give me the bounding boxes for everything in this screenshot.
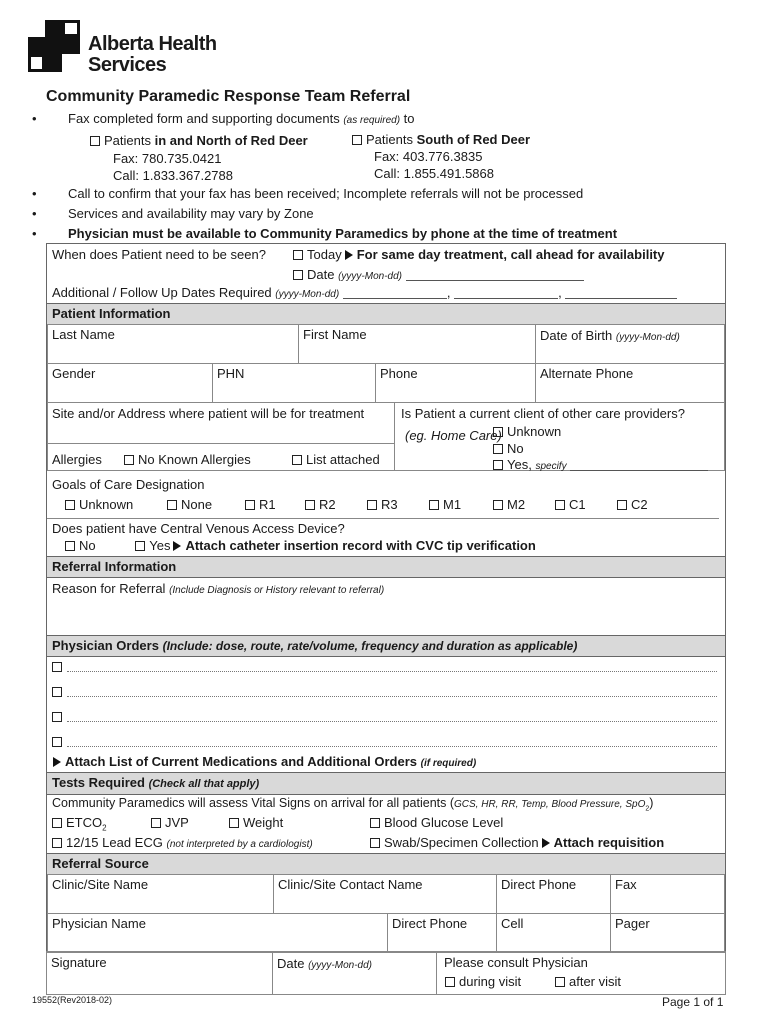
nka-checkbox[interactable] [124,455,134,465]
goals-checkbox-c2[interactable] [617,500,627,510]
bgl-checkbox[interactable] [370,818,380,828]
clinic-name-field[interactable]: Clinic/Site Name [47,874,274,914]
goals-label: Goals of Care Designation [52,477,205,492]
arrow-icon [53,757,61,767]
nka-option[interactable]: No Known Allergies [124,452,251,467]
swab-checkbox[interactable] [370,838,380,848]
page-number: Page 1 of 1 [662,995,724,1009]
during-visit-option[interactable]: during visit [445,974,521,989]
order-line-3[interactable] [67,721,717,722]
cvad-options: No Yes Attach catheter insertion record with CVC tip verification [65,538,536,553]
ahs-cross-logo-icon [28,20,80,72]
cvad-no-checkbox[interactable] [65,541,75,551]
direct-phone-field[interactable]: Direct Phone [496,874,611,914]
goals-checkbox-unknown[interactable] [65,500,75,510]
goals-checkbox-m2[interactable] [493,500,503,510]
form-code: 19552(Rev2018-02) [32,995,113,1005]
today-checkbox[interactable] [293,250,303,260]
goals-options [65,497,725,515]
order-checkbox-1[interactable] [52,659,66,674]
south-checkbox[interactable] [352,135,362,145]
phone-field[interactable]: Phone [375,363,536,403]
order-checkbox-3[interactable] [52,709,66,724]
last-name-field[interactable]: Last Name [47,324,299,364]
client-yes-option[interactable]: Yes, specify [493,457,708,472]
after-visit-option[interactable]: after visit [555,974,621,989]
physician-name-field[interactable]: Physician Name [47,913,388,953]
referral-info-header: Referral Information [47,556,725,578]
tests-header: Tests Required (Check all that apply) [47,772,725,795]
swab-option[interactable]: Swab/Specimen Collection Attach requisition [370,835,664,850]
ecg-option[interactable]: 12/15 Lead ECG (not interpreted by a cardiologist) [52,835,313,850]
fax-field[interactable]: Fax [610,874,725,914]
etco2-option[interactable]: $ETCO_2$ [52,815,107,833]
physician-orders-header: Physician Orders (Include: dose, route, rate/volume, frequency and duration as applicable) [47,635,725,657]
goals-option-r3[interactable]: R3 [367,497,398,512]
arrow-icon [345,250,353,260]
goals-checkbox-c1[interactable] [555,500,565,510]
list-attached-checkbox[interactable] [292,455,302,465]
goals-checkbox-r2[interactable] [305,500,315,510]
cvad-no-option[interactable]: No [65,538,96,553]
weight-checkbox[interactable] [229,818,239,828]
date-checkbox[interactable] [293,270,303,280]
cvad-yes-option[interactable]: Yes [135,538,170,553]
site-address-field[interactable]: Site and/or Address where patient will be for treatment [47,402,395,444]
followup-date-1[interactable] [343,298,447,299]
arrow-icon [173,541,181,551]
goals-checkbox-none[interactable] [167,500,177,510]
client-unknown-option[interactable]: Unknown [493,424,561,439]
confirm-fax-note: Call to confirm that your fax has been received; Incomplete referrals will not be processed [68,186,584,201]
weight-option[interactable]: Weight [229,815,283,830]
referral-source-header: Referral Source [47,853,725,875]
north-option[interactable]: Patients in and North of Red Deer [90,133,308,148]
arrow-icon [542,838,550,848]
north-call: Call: 1.833.367.2788 [113,168,233,183]
followup-dates: Additional / Follow Up Dates Required (yyyy-Mon-dd) , , [52,285,677,300]
goals-option-r1[interactable]: R1 [245,497,276,512]
cell-field[interactable]: Cell [496,913,611,953]
jvp-option[interactable]: JVP [151,815,189,830]
current-client-field: Is Patient a current client of other care providers? (eg. Home Care) Unknown No Yes, specify [394,402,725,471]
fax-instructions: Fax completed form and supporting documents (as required) to [68,111,415,126]
goals-option-m1[interactable]: M1 [429,497,461,512]
attach-meds-note: Attach List of Current Medications and Additional Orders (if required) [50,754,476,769]
consult-physician-field: Please consult Physician during visit after visit [436,951,726,995]
signature-date-field[interactable]: Date (yyyy-Mon-dd) [272,951,437,995]
physician-availability-note: Physician must be available to Community Paramedics by phone at the time of treatment [68,226,618,241]
client-no-checkbox[interactable] [493,444,503,454]
goals-option-c2[interactable]: C2 [617,497,648,512]
when-question: When does Patient need to be seen? [52,247,266,262]
referral-form [46,243,726,953]
phn-field[interactable]: PHN [212,363,376,403]
south-fax: Fax: 403.776.3835 [374,149,483,164]
date-option[interactable]: Date (yyyy-Mon-dd) [293,267,584,282]
dob-field[interactable]: Date of Birth (yyyy-Mon-dd) [535,324,725,364]
goals-checkbox-r3[interactable] [367,500,377,510]
first-name-field[interactable]: First Name [298,324,536,364]
signature-field[interactable]: Signature [46,951,273,995]
etco2-checkbox[interactable] [52,818,62,828]
specify-field[interactable] [570,470,708,471]
allergies-row: Allergies No Known Allergies List attached [47,443,395,471]
order-checkbox-4[interactable] [52,734,66,749]
date-field[interactable] [406,280,584,281]
during-visit-checkbox[interactable] [445,977,455,987]
cvad-yes-checkbox[interactable] [135,541,145,551]
after-visit-checkbox[interactable] [555,977,565,987]
ahs-logo [28,20,218,76]
goals-checkbox-m1[interactable] [429,500,439,510]
cvad-question: Does patient have Central Venous Access Device? [47,518,719,536]
followup-date-3[interactable] [565,298,677,299]
goals-option-m2[interactable]: M2 [493,497,525,512]
reason-label[interactable]: Reason for Referral (Include Diagnosis or History relevant to referral) [52,581,385,596]
alt-phone-field[interactable]: Alternate Phone [535,363,725,403]
goals-option-c1[interactable]: C1 [555,497,586,512]
clinic-contact-field[interactable]: Clinic/Site Contact Name [273,874,497,914]
ecg-checkbox[interactable] [52,838,62,848]
today-option[interactable]: Today For same day treatment, call ahead for availability [293,247,665,262]
bullet-dot: • [32,111,37,126]
goals-option-r2[interactable]: R2 [305,497,336,512]
gender-field[interactable]: Gender [47,363,213,403]
client-no-option[interactable]: No [493,441,524,456]
order-checkbox-2[interactable] [52,684,66,699]
north-checkbox[interactable] [90,136,100,146]
physician-direct-phone-field[interactable]: Direct Phone [387,913,497,953]
patient-info-header: Patient Information [47,303,725,325]
goals-option-unknown[interactable]: Unknown [65,497,133,512]
order-line-1[interactable] [67,671,717,672]
south-call: Call: 1.855.491.5868 [374,166,494,181]
north-fax: Fax: 780.735.0421 [113,151,222,166]
followup-date-2[interactable] [454,298,558,299]
order-line-4[interactable] [67,746,717,747]
client-yes-checkbox[interactable] [493,460,503,470]
pager-field[interactable]: Pager [610,913,725,953]
vitals-note: Community Paramedics will assess Vital Signs on arrival for all patients (GCS, HR, RR, Temp, Blood Pressure, SpO$_2$) [52,796,654,813]
bgl-option[interactable]: Blood Glucose Level [370,815,503,830]
goals-option-none[interactable]: None [167,497,212,512]
page-title: Community Paramedic Response Team Referral [46,88,411,105]
goals-checkbox-r1[interactable] [245,500,255,510]
list-attached-option[interactable]: List attached [292,452,380,467]
jvp-checkbox[interactable] [151,818,161,828]
south-option[interactable]: Patients South of Red Deer [352,132,530,147]
client-unknown-checkbox[interactable] [493,427,503,437]
org-name: Alberta Health Services [88,33,217,76]
availability-note: Services and availability may vary by Zone [68,206,314,221]
order-line-2[interactable] [67,696,717,697]
